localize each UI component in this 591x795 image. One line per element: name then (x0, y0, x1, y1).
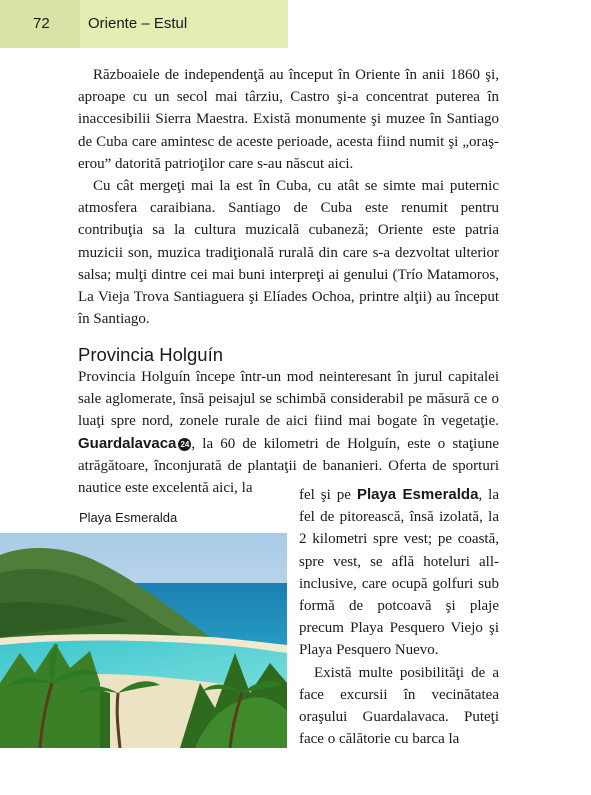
column-text (299, 484, 499, 750)
column-text-2: , la fel de pitorească, însă izolată, la 2 kilometri spre vest; pe coastă, spre vest, se află hoteluri all-inclusive, care ocupă golfuri sub formă de potcoavă şi plaje precum Playa Pesquero Viejo şi Playa Pesquero Nuevo. (299, 487, 500, 659)
column-text-1: fel şi pe (299, 487, 357, 503)
intro-paragraph-2: Cu cât mergeţi mai la est în Cuba, cu atât se simte mai puternic atmosfera caraibiana. Santiago de Cuba este renumit pentru contribuţia sa la cultura muzicală cubaneză; Oriente este patria muzicii son, muzica tradiţională rurală din care s-a dezvoltat ulterior salsa; mulţi dintre cei mai buni interpreţi ai genului (Trío Matamoros, La Vieja Trova Santiaguera şi Elíades Ochoa, printre alţii) au început în Santiago. (78, 178, 499, 328)
province-paragraph (78, 366, 499, 499)
playa-esmeralda-photo (0, 533, 287, 748)
map-reference-badge: 24 (178, 438, 191, 451)
intro-text (78, 64, 499, 330)
guardalavaca-name: Guardalavaca (78, 434, 177, 452)
section-title: Oriente – Estul (80, 0, 288, 48)
province-heading: Provincia Holguín (78, 344, 223, 365)
intro-paragraph-1: Războaiele de independenţă au început în Oriente în anii 1860 şi, aproape cu un secol mai târziu, Castro şi-a concentrat puterea în inaccesibilii Sierra Maestra. Există monumente şi muzee în Santiago de Cuba care amintesc de aceste perioade, acesta fiind numit şi „oraş-erou” datorită patrioţilor care s-au născut aici. (78, 67, 499, 172)
province-text-before: Provincia Holguín începe într-un mod neinteresant în jurul capitalei sale aglomerate, însă peisajul se schimbă considerabil pe măsură ce o luaţi spre nord, zonele rurale de aici fiind mai bogate în vegetaţie. (78, 369, 499, 430)
province-text-after: , la 60 de kilometri de Holguín, este o staţiune atrăgătoare, înconjurată de plantaţii de bananieri. Oferta de sporturi nautice este excelentă aici, la (78, 435, 499, 497)
column-paragraph-1 (299, 484, 499, 662)
province-text (78, 366, 499, 499)
page-number: 72 (0, 0, 80, 48)
column-paragraph-2: Există multe posibilităţi de a face excursii în vecinătatea oraşului Guardalavaca. Puteţi face o călătorie cu barca la (299, 664, 499, 748)
playa-esmeralda-name: Playa Esmeralda (356, 486, 479, 503)
photo-caption: Playa Esmeralda (79, 510, 178, 525)
